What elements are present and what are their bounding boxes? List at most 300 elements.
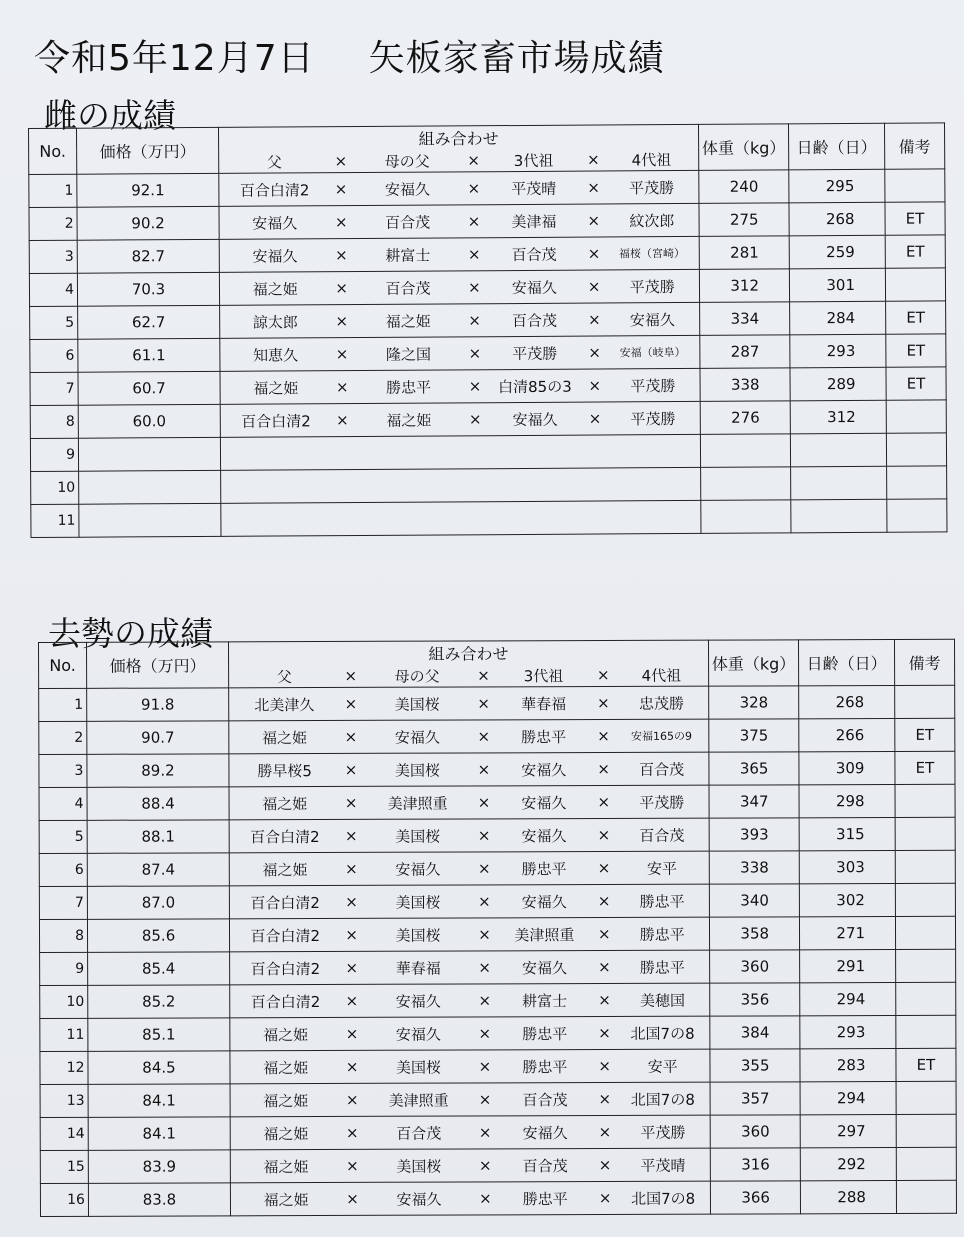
- fourth-ancestor-name: 安平: [647, 1057, 678, 1076]
- cross-mark: ×: [334, 152, 348, 171]
- table-row: [40, 1048, 956, 1084]
- cross-mark: ×: [587, 244, 601, 263]
- cross-mark: ×: [597, 925, 611, 944]
- maternal-grandfather-name: 美国桜: [395, 926, 441, 945]
- row-no: 13: [40, 1084, 88, 1117]
- cross-mark: ×: [477, 727, 491, 746]
- row-price: 83.8: [88, 1183, 230, 1216]
- table-row: [39, 685, 955, 721]
- row-combination: [221, 467, 701, 503]
- father-name: 安福久: [252, 246, 298, 266]
- row-combination: [230, 1082, 710, 1117]
- fourth-ancestor-name: [607, 517, 701, 518]
- third-ancestor-name: 平茂勝: [512, 344, 558, 363]
- header-weight: 体重（kg）: [708, 640, 798, 686]
- table-row: [40, 1147, 956, 1183]
- fourth-ancestor-name: 平茂勝: [629, 277, 675, 296]
- fourth-ancestor-name: 平茂晴: [640, 1156, 686, 1175]
- row-price: [79, 503, 221, 537]
- cross-mark: ×: [468, 344, 482, 363]
- row-weight: 365: [709, 752, 799, 785]
- row-price: 62.7: [78, 305, 220, 339]
- table-row: [40, 1114, 956, 1150]
- row-price: 70.3: [77, 272, 219, 306]
- row-remarks: [887, 466, 947, 499]
- row-remarks: ET: [886, 334, 946, 367]
- header-fourth-ancestor: 4代祖: [641, 666, 682, 685]
- row-remarks: ET: [895, 751, 955, 784]
- cross-mark: ×: [477, 694, 490, 713]
- row-combination: [229, 752, 709, 787]
- maternal-grandfather-name: 安福久: [395, 860, 441, 879]
- cross-mark: ×: [597, 760, 610, 779]
- third-ancestor-name: 白清85の3: [498, 377, 572, 396]
- row-no: 2: [39, 721, 87, 754]
- row-no: 6: [30, 339, 78, 372]
- cross-mark: ×: [598, 1189, 612, 1208]
- table-row: [30, 400, 946, 439]
- cross-mark: ×: [334, 180, 348, 199]
- fourth-ancestor-name: 紋次郎: [629, 211, 675, 230]
- fourth-ancestor-name: 美穂国: [639, 991, 686, 1010]
- row-age: 293: [790, 334, 886, 368]
- row-no: 3: [29, 240, 77, 273]
- cross-mark: ×: [468, 311, 481, 330]
- row-weight: 384: [710, 1016, 800, 1049]
- row-combination: [219, 236, 699, 272]
- row-combination: [230, 1049, 710, 1084]
- third-ancestor-name: 勝忠平: [521, 727, 567, 746]
- father-name: 知恵久: [253, 345, 299, 365]
- row-weight: 338: [709, 851, 799, 884]
- table-row: [30, 301, 946, 340]
- cross-mark: ×: [597, 826, 611, 845]
- cross-mark: ×: [588, 409, 602, 428]
- header-fourth-ancestor: 4代祖: [631, 150, 672, 169]
- row-remarks: [895, 850, 955, 883]
- header-combo: 組み合わせ: [229, 640, 709, 665]
- father-name: 福之姫: [261, 728, 308, 747]
- row-remarks: ET: [885, 235, 945, 268]
- cross-mark: ×: [478, 892, 491, 911]
- table-header-row: [29, 123, 945, 152]
- header-no: No.: [29, 128, 77, 174]
- cross-mark: ×: [477, 666, 490, 685]
- maternal-grandfather-name: 安福久: [395, 1025, 441, 1044]
- row-age: [791, 466, 887, 500]
- third-ancestor-name: [487, 485, 584, 486]
- row-weight: 316: [710, 1148, 800, 1181]
- father-name: 福之姫: [263, 1091, 309, 1110]
- cross-mark: ×: [344, 727, 358, 746]
- row-age: 294: [800, 983, 896, 1016]
- fourth-ancestor-name: 忠茂勝: [638, 694, 684, 713]
- row-combination: [229, 818, 709, 853]
- cross-mark: ×: [477, 859, 491, 878]
- father-name: 百合白清2: [241, 411, 311, 431]
- maternal-grandfather-name: 美津照重: [387, 794, 448, 813]
- third-ancestor-name: 安福久: [522, 1123, 568, 1142]
- row-combination: [229, 884, 709, 919]
- table-row: [40, 949, 956, 985]
- third-ancestor-name: 耕富士: [522, 991, 568, 1010]
- row-combination: [230, 1016, 710, 1051]
- row-combination: [230, 1181, 710, 1216]
- cross-mark: ×: [477, 826, 491, 845]
- third-ancestor-name: 安福久: [521, 760, 567, 779]
- row-weight: 355: [710, 1049, 800, 1082]
- father-name: 百合白清2: [250, 893, 320, 912]
- row-age: 259: [789, 235, 885, 269]
- cross-mark: ×: [597, 694, 610, 713]
- row-weight: 340: [709, 884, 799, 917]
- row-price: 85.1: [88, 1018, 230, 1051]
- row-weight: 356: [710, 983, 800, 1016]
- row-no: 8: [39, 919, 87, 952]
- cross-mark: ×: [345, 1024, 359, 1043]
- maternal-grandfather-name: 美国桜: [394, 761, 441, 780]
- row-weight: 357: [710, 1082, 800, 1115]
- row-no: 5: [30, 306, 78, 339]
- cross-mark: ×: [598, 958, 611, 977]
- table-row: [31, 466, 947, 505]
- header-father: 父: [276, 667, 292, 686]
- cross-mark: ×: [346, 1189, 359, 1208]
- row-price: 84.5: [88, 1051, 230, 1084]
- maternal-grandfather-name: [354, 518, 464, 519]
- cross-mark: ×: [587, 150, 600, 169]
- father-name: 諒太郎: [252, 312, 298, 332]
- maternal-grandfather-name: 安福久: [384, 180, 430, 199]
- row-combination: [229, 851, 709, 886]
- row-combination: [230, 983, 710, 1018]
- row-age: 294: [800, 1082, 896, 1115]
- cross-mark: ×: [335, 279, 348, 298]
- cross-mark: ×: [336, 411, 349, 430]
- row-no: 14: [40, 1117, 88, 1150]
- header-maternal-grandfather: 母の父: [394, 667, 440, 686]
- father-name: 勝早桜5: [257, 761, 312, 780]
- row-age: 268: [799, 686, 895, 719]
- cross-mark: ×: [478, 1156, 492, 1175]
- row-combination: [229, 686, 709, 721]
- maternal-grandfather-name: [354, 485, 464, 486]
- fourth-ancestor-name: [606, 451, 700, 452]
- fourth-ancestor-name: 安福久: [629, 310, 675, 329]
- section-title-female: 雌の成績: [44, 96, 176, 135]
- row-combination: [220, 401, 700, 437]
- header-father: 父: [266, 152, 282, 172]
- fourth-ancestor-name: 平茂勝: [630, 409, 676, 428]
- row-no: 15: [40, 1150, 88, 1183]
- document-title: [34, 30, 665, 81]
- row-combination: [229, 719, 709, 754]
- row-age: 297: [800, 1115, 896, 1148]
- fourth-ancestor-name: 北国7の8: [630, 1024, 695, 1043]
- cross-mark: ×: [477, 793, 491, 812]
- title-date: 令和5年12月7日: [34, 38, 315, 79]
- row-age: 284: [790, 301, 886, 335]
- table-row: [30, 367, 946, 406]
- father-name: 福之姫: [263, 1124, 309, 1143]
- cross-mark: ×: [345, 1090, 359, 1109]
- cross-mark: ×: [345, 1057, 359, 1076]
- row-no: 11: [40, 1018, 88, 1051]
- cross-mark: ×: [478, 958, 491, 977]
- table-row: [39, 916, 955, 952]
- fourth-ancestor-name: 平茂勝: [640, 1123, 686, 1142]
- row-no: 3: [39, 754, 87, 787]
- header-third-ancestor: 3代祖: [513, 151, 554, 170]
- father-name: 福之姫: [263, 1157, 309, 1176]
- cross-mark: ×: [597, 666, 610, 685]
- row-age: 292: [800, 1148, 896, 1181]
- row-price: 60.7: [78, 371, 220, 405]
- father-name: 福之姫: [253, 378, 299, 398]
- row-weight: 281: [699, 236, 789, 270]
- cross-mark: ×: [346, 1123, 359, 1142]
- cross-mark: ×: [467, 151, 481, 170]
- father-name: 百合白清2: [250, 959, 321, 978]
- cross-mark: ×: [468, 377, 482, 396]
- row-remarks: ET: [896, 1048, 956, 1081]
- row-age: [790, 433, 886, 467]
- header-weight: 体重（kg）: [698, 124, 788, 171]
- results-table-female: [28, 122, 947, 538]
- third-ancestor-name: [487, 452, 584, 453]
- third-ancestor-name: 安福久: [521, 793, 567, 812]
- row-remarks: [885, 169, 945, 202]
- row-combination: [219, 203, 699, 239]
- fourth-ancestor-name: 平茂勝: [629, 178, 675, 197]
- cross-mark: ×: [344, 760, 358, 779]
- header-age: 日齢（日）: [788, 123, 884, 170]
- table-row: [39, 718, 955, 754]
- cross-mark: ×: [478, 925, 491, 944]
- maternal-grandfather-name: 美国桜: [395, 827, 441, 846]
- row-remarks: [896, 1147, 956, 1180]
- third-ancestor-name: 百合茂: [511, 245, 557, 264]
- row-no: 10: [40, 985, 88, 1018]
- row-remarks: [896, 1180, 956, 1213]
- cross-mark: ×: [335, 246, 348, 265]
- maternal-grandfather-name: 安福久: [394, 728, 440, 747]
- table-row: [39, 850, 955, 886]
- row-remarks: ET: [886, 301, 946, 334]
- section-title-steer: 去勢の成績: [48, 614, 213, 653]
- row-no: 2: [29, 207, 77, 240]
- third-ancestor-name: 美津照重: [514, 925, 575, 944]
- fourth-ancestor-name: 北国7の8: [630, 1090, 695, 1109]
- row-remarks: [886, 433, 946, 466]
- row-age: 302: [799, 884, 895, 917]
- third-ancestor-name: 安福久: [511, 278, 557, 297]
- cross-mark: ×: [345, 925, 358, 944]
- third-ancestor-name: 百合茂: [522, 1090, 568, 1109]
- row-price: 85.4: [88, 952, 230, 985]
- row-price: 60.0: [78, 404, 220, 438]
- table-row: [40, 1015, 956, 1051]
- cross-mark: ×: [587, 211, 601, 230]
- third-ancestor-name: 安福久: [521, 892, 567, 911]
- table-row: [29, 202, 945, 241]
- header-combo-parts: [219, 148, 699, 173]
- cross-mark: ×: [344, 666, 358, 685]
- title-market: 矢板家畜市場成績: [368, 38, 665, 79]
- father-name: [221, 519, 331, 520]
- fourth-ancestor-name: 百合茂: [639, 826, 685, 845]
- cross-mark: ×: [598, 1057, 612, 1076]
- row-age: 268: [789, 202, 885, 236]
- third-ancestor-name: 百合茂: [511, 311, 558, 330]
- row-remarks: ET: [885, 202, 945, 235]
- father-name: 百合白清2: [250, 827, 320, 846]
- row-combination: [220, 335, 700, 371]
- row-weight: 366: [710, 1181, 800, 1214]
- row-no: 8: [30, 405, 78, 438]
- cross-mark: ×: [598, 991, 611, 1010]
- row-no: 7: [39, 886, 87, 919]
- row-price: 90.2: [77, 206, 219, 240]
- father-name: 福之姫: [252, 279, 298, 299]
- table-row: [29, 235, 945, 274]
- father-name: 百合白清2: [250, 926, 321, 945]
- maternal-grandfather-name: 美国桜: [396, 1157, 442, 1176]
- maternal-grandfather-name: 福之姫: [386, 411, 432, 430]
- father-name: 福之姫: [262, 794, 308, 813]
- row-remarks: [896, 1114, 956, 1147]
- row-remarks: ET: [895, 718, 955, 751]
- father-name: 百合白清2: [239, 180, 310, 200]
- maternal-grandfather-name: 安福久: [396, 1190, 442, 1209]
- row-age: [791, 499, 887, 533]
- row-weight: 334: [700, 302, 790, 336]
- cross-mark: ×: [587, 178, 600, 197]
- father-name: 福之姫: [262, 860, 308, 879]
- third-ancestor-name: 美津福: [511, 212, 557, 231]
- cross-mark: ×: [345, 859, 358, 878]
- row-weight: 287: [700, 335, 790, 369]
- fourth-ancestor-name: 百合茂: [639, 760, 685, 779]
- cross-mark: ×: [345, 892, 358, 911]
- table-header-row: [39, 639, 955, 666]
- row-age: 283: [800, 1049, 896, 1082]
- row-age: 271: [799, 917, 895, 950]
- row-age: 288: [800, 1181, 896, 1214]
- table-row: [29, 268, 945, 307]
- fourth-ancestor-name: 安福165の9: [631, 729, 693, 743]
- third-ancestor-name: 勝忠平: [522, 1024, 568, 1043]
- row-remarks: [895, 883, 955, 916]
- row-weight: 358: [709, 917, 799, 950]
- row-weight: 393: [709, 818, 799, 851]
- row-age: 312: [790, 400, 886, 434]
- table-row: [39, 784, 955, 820]
- row-price: 92.1: [77, 173, 219, 207]
- maternal-grandfather-name: 福之姫: [385, 312, 431, 331]
- row-weight: 338: [700, 368, 790, 402]
- cross-mark: ×: [467, 179, 481, 198]
- header-maternal-grandfather: 母の父: [384, 152, 430, 171]
- row-weight: [700, 434, 790, 468]
- cross-mark: ×: [597, 793, 611, 812]
- row-price: 84.1: [88, 1084, 230, 1117]
- row-remarks: [887, 499, 947, 532]
- cross-mark: ×: [597, 859, 611, 878]
- header-combo: 組み合わせ: [218, 124, 698, 150]
- fourth-ancestor-name: 勝忠平: [639, 958, 685, 977]
- row-age: 266: [799, 719, 895, 752]
- row-combination: [220, 302, 700, 338]
- row-price: 82.7: [77, 239, 219, 273]
- row-combination: [230, 1148, 710, 1183]
- row-combination: [229, 785, 709, 820]
- third-ancestor-name: [487, 518, 584, 519]
- maternal-grandfather-name: 百合茂: [385, 279, 431, 298]
- cross-mark: ×: [598, 1090, 612, 1109]
- cross-mark: ×: [335, 312, 349, 331]
- row-no: 4: [39, 787, 87, 820]
- row-remarks: [896, 949, 956, 982]
- row-no: 10: [31, 471, 79, 504]
- cross-mark: ×: [467, 212, 481, 231]
- cross-mark: ×: [597, 727, 610, 746]
- cross-mark: ×: [345, 958, 359, 977]
- maternal-grandfather-name: 華春福: [395, 959, 441, 978]
- row-remarks: [895, 685, 955, 718]
- row-age: 301: [789, 268, 885, 302]
- maternal-grandfather-name: 美津照重: [388, 1091, 449, 1110]
- third-ancestor-name: 勝忠平: [522, 1057, 568, 1076]
- table-row: [39, 751, 955, 787]
- header-price: 価格（万円）: [77, 127, 219, 174]
- table-row: [30, 433, 946, 472]
- row-weight: 360: [710, 1115, 800, 1148]
- cross-mark: ×: [478, 1024, 492, 1043]
- row-price: 85.2: [88, 985, 230, 1018]
- cross-mark: ×: [344, 793, 358, 812]
- row-price: 91.8: [87, 688, 229, 721]
- row-remarks: [895, 817, 955, 850]
- row-weight: 328: [709, 686, 799, 719]
- row-combination: [220, 368, 700, 404]
- row-age: 315: [799, 818, 895, 851]
- row-price: 84.1: [88, 1117, 230, 1150]
- table-row: [30, 334, 946, 373]
- cross-mark: ×: [345, 991, 359, 1010]
- cross-mark: ×: [478, 1057, 492, 1076]
- row-price: 88.4: [87, 787, 229, 820]
- row-weight: [701, 500, 791, 534]
- row-no: 5: [39, 820, 87, 853]
- fourth-ancestor-name: [607, 484, 701, 485]
- fourth-ancestor-name: 平茂勝: [630, 376, 676, 395]
- third-ancestor-name: 華春福: [521, 694, 567, 713]
- row-remarks: [885, 268, 945, 301]
- fourth-ancestor-name: 平茂勝: [639, 793, 685, 812]
- father-name: 百合白清2: [250, 992, 321, 1011]
- third-ancestor-name: 勝忠平: [521, 859, 567, 878]
- row-price: [78, 437, 220, 471]
- maternal-grandfather-name: 百合茂: [396, 1124, 442, 1143]
- row-weight: 347: [709, 785, 799, 818]
- table-row: [40, 1180, 956, 1216]
- row-weight: 312: [699, 269, 789, 303]
- header-remarks: 備考: [894, 639, 954, 685]
- row-remarks: [896, 982, 956, 1015]
- row-price: 87.0: [87, 886, 229, 919]
- row-remarks: [886, 400, 946, 433]
